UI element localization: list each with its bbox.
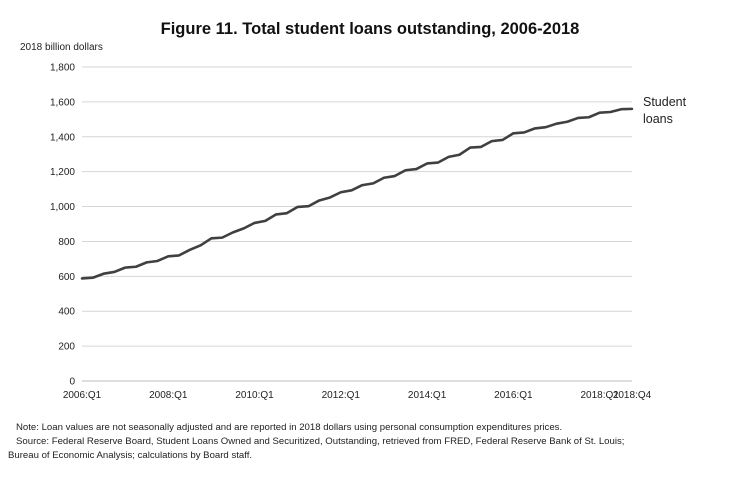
series-group	[82, 109, 632, 279]
note-text: Note: Loan values are not seasonally adjusted and are reported in 2018 dollars using personal consumption expenditures prices.	[16, 422, 563, 433]
y-tick-label: 200	[58, 341, 75, 353]
y-tick-label: 600	[58, 271, 75, 283]
y-tick-label: 1,600	[49, 97, 75, 109]
x-tick-label: 2018:Q4	[612, 390, 652, 401]
y-tick-label: 1,200	[49, 167, 75, 179]
x-tick-labels	[63, 390, 652, 401]
y-tick-label: 0	[69, 376, 75, 388]
x-tick-label: 2010:Q1	[235, 390, 274, 401]
footnotes	[8, 421, 736, 463]
y-tick-labels	[50, 63, 75, 388]
source-text: Source: Federal Reserve Board, Student Loans Owned and Securitized, Outstanding, retrieved from FRED, Federal Reserve Bank of St. Louis;	[16, 436, 625, 447]
chart-title: Figure 11. Total student loans outstanding, 2006-2018	[160, 20, 580, 38]
x-tick-label: 2012:Q1	[321, 390, 361, 401]
y-axis-unit-label: 2018 billion dollars	[20, 42, 103, 53]
x-tick-label: 2018:Q1	[580, 390, 619, 401]
series-line-student-loans	[82, 109, 632, 279]
y-tick-label: 1,000	[49, 202, 75, 214]
source-text-continued: Bureau of Economic Analysis; calculations by Board staff.	[8, 450, 253, 461]
x-tick-label: 2016:Q1	[494, 390, 533, 401]
y-tick-label: 800	[58, 236, 75, 248]
series-label-group	[643, 95, 687, 126]
x-tick-label: 2008:Q1	[149, 390, 188, 401]
series-label: loans	[643, 111, 673, 126]
y-tick-label: 1,400	[49, 132, 75, 144]
y-tick-label: 1,800	[49, 62, 75, 74]
x-tick-label: 2006:Q1	[62, 390, 102, 401]
series-label: Student	[643, 94, 687, 109]
gridlines	[82, 67, 632, 346]
y-tick-label: 400	[58, 306, 75, 318]
x-tick-label: 2014:Q1	[407, 390, 447, 401]
